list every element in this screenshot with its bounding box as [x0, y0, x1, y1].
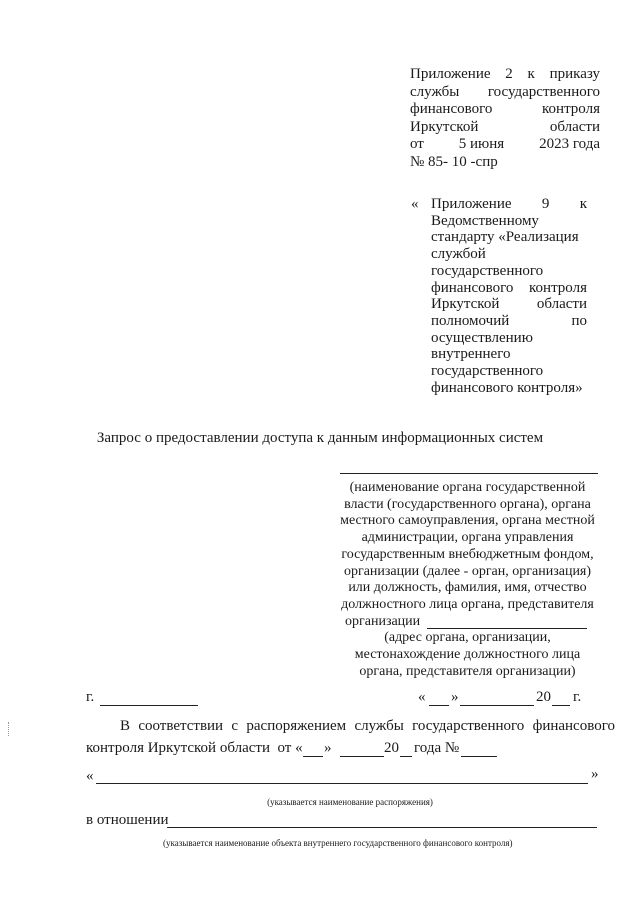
- regarding-blank: [167, 827, 597, 828]
- appendix9-line-8: [431, 313, 587, 330]
- appendix-word: финансового: [410, 101, 493, 117]
- appendix9-open-quote: «: [411, 196, 419, 212]
- appendix-word: Приложение: [410, 66, 491, 82]
- appendix-line-5: [410, 136, 600, 154]
- organization-row: [335, 614, 600, 631]
- body-word: государственного: [412, 718, 525, 734]
- appendix9-word: области: [536, 296, 587, 313]
- appendix-word: 2023 года: [539, 136, 600, 152]
- appendix-line-4: [410, 119, 600, 137]
- addressee-caption-line: (наименование органа государственной: [349, 480, 586, 495]
- appendix9-word: финансового: [431, 279, 514, 296]
- address-caption-line: органа, представителя организации): [359, 663, 576, 679]
- appendix9-word: полномочий: [431, 312, 510, 329]
- order-month-blank: [340, 756, 384, 757]
- appendix9-word: Приложение: [431, 196, 512, 212]
- place-prefix: г.: [86, 689, 95, 705]
- addressee-caption-line: организации (далее - орган, организация): [343, 563, 592, 579]
- appendix9-word: к: [579, 196, 587, 212]
- appendix9-line-12: финансового контроля»: [431, 379, 583, 396]
- regarding-label: в отношении: [86, 812, 169, 828]
- appendix9-line-10: внутреннего: [431, 346, 511, 363]
- addressee-blank-line: [340, 473, 598, 474]
- appendix-word: Иркутской: [410, 118, 479, 135]
- date-open-quote: «: [418, 689, 426, 705]
- appendix9-line-6: [431, 280, 587, 297]
- appendix-word: области: [549, 118, 600, 135]
- addressee-caption-line: местного самоуправления, органа местной: [340, 513, 595, 529]
- appendix9-line-1: [431, 196, 587, 213]
- addressee-caption-line: или должность, фамилия, имя, отчество: [348, 580, 587, 596]
- place-blank-line: [100, 705, 198, 706]
- appendix9-word: 9: [541, 196, 550, 212]
- scan-margin-mark: [8, 722, 10, 736]
- body-line-2-prefix: контроля Иркутской области от «: [86, 740, 303, 756]
- appendix-word: государственного: [487, 83, 600, 100]
- organization-label: организации: [345, 613, 421, 629]
- address-caption-line: (адрес органа, организации,: [384, 630, 551, 646]
- regarding-caption: (указывается наименование объекта внутреннего государственного финансового контроля): [163, 838, 513, 848]
- addressee-block: [335, 480, 600, 680]
- address-caption-line: местонахождение должностного лица: [354, 647, 581, 663]
- appendix9-header: [431, 196, 587, 396]
- appendix-line-1: [410, 66, 600, 84]
- body-word: В: [120, 718, 131, 734]
- body-line-2-year: 20: [384, 740, 399, 756]
- body-word: соответствии: [138, 718, 224, 734]
- appendix-word: к: [527, 66, 535, 82]
- appendix-word: приказу: [549, 66, 600, 82]
- appendix-word: контроля: [542, 101, 600, 117]
- appendix-word: службы: [410, 83, 460, 100]
- appendix-order-number: № 85- 10 -спр: [410, 153, 498, 170]
- appendix9-line-9: осуществлению: [431, 329, 533, 346]
- appendix9-word: Иркутской: [431, 296, 500, 313]
- body-word: с: [231, 718, 239, 734]
- addressee-caption-line: власти (государственного органа), органа: [344, 496, 591, 512]
- date-year-suffix: г.: [573, 689, 582, 705]
- appendix-word: 2: [505, 66, 513, 82]
- document-title: Запрос о предоставлении доступа к данным информационных систем: [96, 430, 544, 446]
- appendix9-word: по: [571, 312, 587, 329]
- body-line-2-quote: »: [324, 740, 332, 756]
- appendix-line-3: [410, 101, 600, 119]
- appendix9-line-5: государственного: [431, 262, 544, 279]
- body-word: финансового: [532, 718, 615, 734]
- addressee-caption-line: государственным внебюджетным фондом,: [341, 546, 594, 562]
- date-day-blank: [429, 705, 449, 706]
- appendix9-word: контроля: [529, 279, 587, 296]
- appendix-word: от: [410, 136, 424, 152]
- organization-blank-line: [427, 628, 587, 629]
- date-year-blank: [552, 705, 570, 706]
- body-word: распоряжением: [246, 718, 347, 734]
- body-word: службы: [354, 718, 404, 734]
- appendix9-line-11: государственного: [431, 363, 544, 380]
- order-name-blank: [96, 783, 588, 784]
- date-year-prefix: 20: [536, 689, 551, 705]
- order-name-open-quote: «: [86, 768, 94, 784]
- date-month-blank: [460, 705, 534, 706]
- body-line-1: [120, 718, 615, 735]
- appendix-line-2: [410, 84, 600, 102]
- appendix-header: [410, 66, 600, 171]
- order-name-caption: (указывается наименование распоряжения): [267, 797, 433, 807]
- appendix-word: 5 июня: [458, 136, 505, 152]
- appendix9-line-4: службой: [431, 246, 486, 263]
- order-year-blank: [400, 756, 412, 757]
- body-line-2-suffix: года №: [414, 740, 460, 756]
- appendix9-line-2: Ведомственному: [431, 212, 539, 229]
- order-day-blank: [303, 756, 323, 757]
- order-number-blank: [461, 756, 497, 757]
- addressee-caption-line: должностного лица органа, представителя: [341, 596, 594, 612]
- order-name-close-quote: »: [591, 766, 599, 782]
- appendix9-line-7: [431, 296, 587, 313]
- addressee-caption-line: администрации, органа управления: [361, 530, 574, 546]
- date-close-quote: »: [451, 689, 459, 705]
- appendix9-line-3: стандарту «Реализация: [431, 229, 579, 246]
